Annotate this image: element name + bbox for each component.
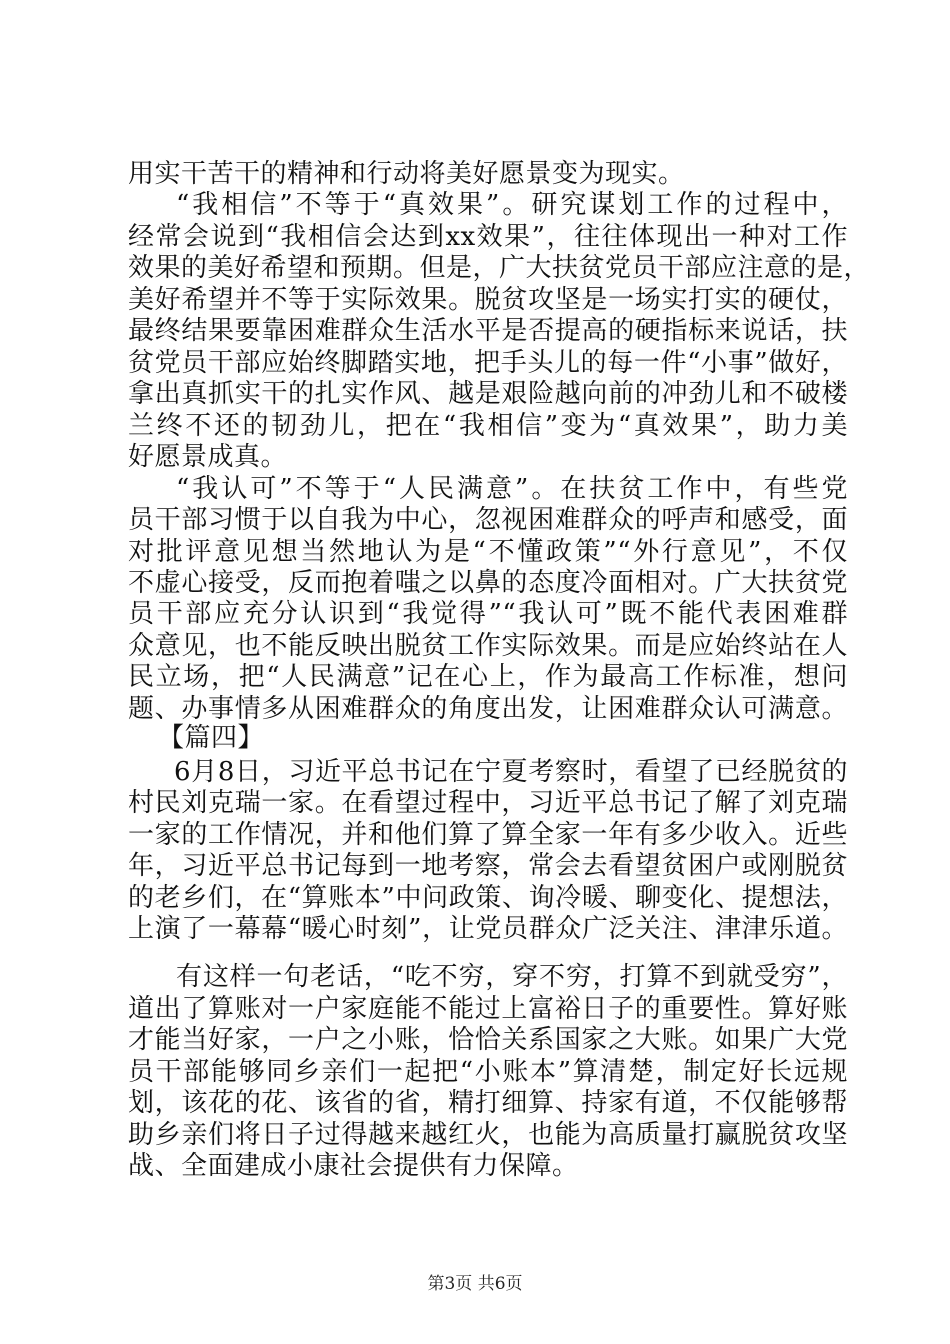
text-line: 好愿景成真。 [128, 442, 288, 472]
text-line: 员干部能够同乡亲们一起把“小账本”算清楚，制定好长远规 [128, 1057, 848, 1087]
text-line: 拿出真抓实干的扎实作风、越是艰险越向前的冲劲儿和不破楼 [128, 379, 848, 409]
text-line: 不虚心接受，反而抱着嗤之以鼻的态度冷面相对。广大扶贫党 [128, 568, 848, 598]
text-line: 年，习近平总书记每到一地考察，常会去看望贫困户或刚脱贫 [128, 851, 848, 881]
text-line: 员干部应充分认识到“我觉得”“我认可”既不能代表困难群 [128, 599, 848, 629]
paragraph-start: “我认可”不等于“人民满意”。在扶贫工作中，有些党 [176, 474, 848, 504]
text-line: 划，该花的花、该省的省，精打细算、持家有道，不仅能够帮 [128, 1088, 848, 1118]
paragraph-start: 6月8日，习近平总书记在宁夏考察时，看望了已经脱贫的 [174, 757, 848, 787]
text-line: 的老乡们，在“算账本”中问政策、询冷暖、聊变化、提想法， [128, 883, 848, 913]
text-line: 效果的美好希望和预期。但是，广大扶贫党员干部应注意的是， [128, 253, 871, 283]
text-line: 员干部习惯于以自我为中心，忽视困难群众的呼声和感受，面 [128, 505, 848, 535]
text-line: 战、全面建成小康社会提供有力保障。 [128, 1151, 579, 1181]
text-line: 兰终不还的韧劲儿，把在“我相信”变为“真效果”，助力美 [128, 411, 848, 441]
text-line: 上演了一幕幕“暖心时刻”，让党员群众广泛关注、津津乐道。 [128, 914, 848, 944]
text-line: 贫党员干部应始终脚踏实地，把手头儿的每一件“小事”做好， [128, 348, 848, 378]
text-line: 村民刘克瑞一家。在看望过程中，习近平总书记了解了刘克瑞 [128, 788, 848, 818]
text-line: 美好希望并不等于实际效果。脱贫攻坚是一场实打实的硬仗， [128, 285, 848, 315]
text-line: 众意见，也不能反映出脱贫工作实际效果。而是应始终站在人 [128, 631, 848, 661]
text-line: 助乡亲们将日子过得越来越红火，也能为高质量打赢脱贫攻坚 [128, 1120, 848, 1150]
text-line: 才能当好家，一户之小账，恰恰关系国家之大账。如果广大党 [128, 1025, 848, 1055]
paragraph-start: “我相信”不等于“真效果”。研究谋划工作的过程中， [176, 190, 848, 220]
section-heading: 【篇四】 [158, 723, 265, 753]
paragraph-start: 有这样一句老话，“吃不穷，穿不穷，打算不到就受穷”， [176, 962, 848, 992]
text-line: 题、办事情多从困难群众的角度出发，让困难群众认可满意。 [128, 694, 848, 724]
text-line: 对批评意见想当然地认为是“不懂政策”“外行意见”，不仅 [128, 537, 848, 567]
text-line: 民立场，把“人民满意”记在心上，作为最高工作标准，想问 [128, 662, 848, 692]
page-number: 第3页 共6页 [427, 1274, 523, 1294]
text-line: 用实干苦干的精神和行动将美好愿景变为现实。 [128, 159, 685, 189]
text-line: 一家的工作情况，并和他们算了算全家一年有多少收入。近些 [128, 820, 848, 850]
text-line: 经常会说到“我相信会达到xx效果”，往往体现出一种对工作 [128, 222, 848, 252]
text-line: 道出了算账对一户家庭能不能过上富裕日子的重要性。算好账 [128, 994, 848, 1024]
text-line: 最终结果要靠困难群众生活水平是否提高的硬指标来说话，扶 [128, 316, 848, 346]
